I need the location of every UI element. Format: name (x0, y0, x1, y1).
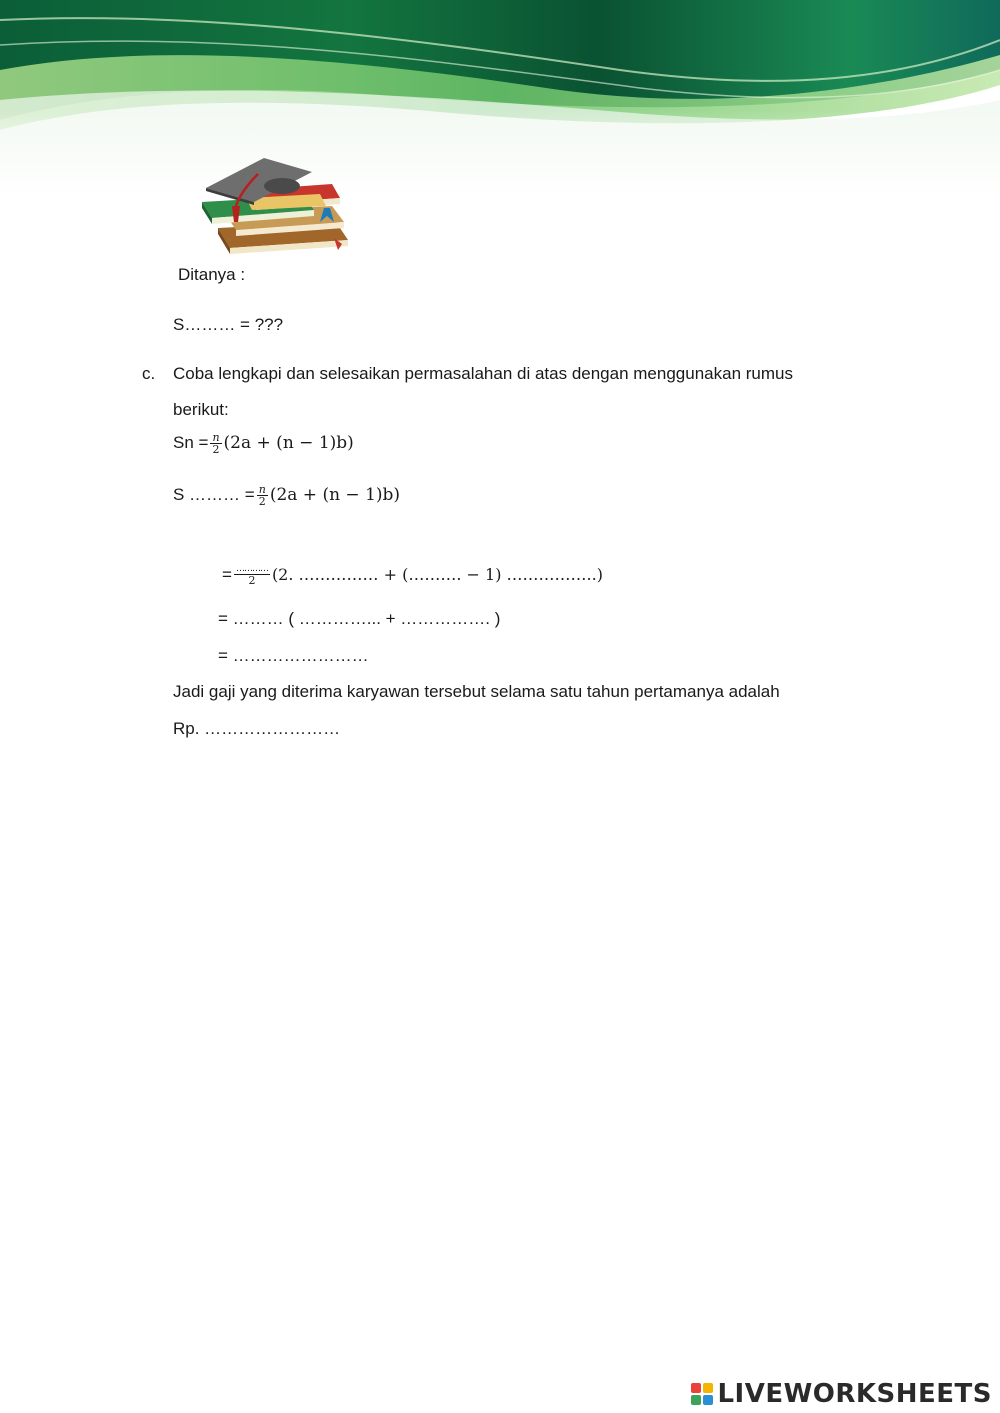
formula-sn-fraction (210, 432, 221, 455)
formula-sn-lhs: Sn = (173, 433, 209, 452)
formula-s-blank-fraction (257, 484, 268, 507)
liveworksheets-logo (691, 1379, 992, 1409)
liveworksheets-brand-text: LIVEWORKSHEETS (717, 1379, 992, 1409)
liveworksheets-logo-icon (691, 1383, 713, 1405)
formula-sn-denominator: 2 (210, 443, 221, 455)
conclusion-answer-blank: Rp. …………………… (173, 719, 341, 738)
item-c-instruction-continued: berikut: (173, 400, 229, 419)
step-1 (222, 564, 603, 586)
formula-sn (173, 432, 354, 455)
books-graduation-cap-icon (196, 150, 358, 260)
step-2: = ……… ( …………... + ……………. ) (218, 609, 501, 628)
step-1-denominator: 2 (234, 574, 270, 586)
step-1-equals: = (222, 565, 232, 584)
formula-s-blank-denominator: 2 (257, 495, 268, 507)
ditanya-value: S……… = ??? (173, 315, 284, 334)
formula-s-blank (173, 484, 400, 507)
step-1-rhs: (2. …………… + (………. − 1) ……………..) (271, 565, 603, 584)
header-banner (0, 0, 1000, 200)
formula-sn-rhs: (2a + (n − 1)b) (223, 433, 354, 453)
formula-s-blank-numerator: n (258, 483, 266, 497)
formula-sn-numerator: n (212, 431, 220, 445)
formula-s-blank-rhs: (2a + (n − 1)b) (269, 485, 401, 505)
conclusion-text: Jadi gaji yang diterima karyawan tersebut selama satu tahun pertamanya adalah (173, 682, 780, 701)
item-c-marker: c. (142, 364, 156, 383)
ditanya-label: Ditanya : (178, 265, 246, 284)
formula-s-blank-lhs: S ……… = (173, 485, 255, 504)
item-c-instruction: Coba lengkapi dan selesaikan permasalahan di atas dengan menggunakan rumus (173, 364, 793, 383)
step-1-fraction (234, 565, 270, 586)
step-3: = …………………… (218, 646, 369, 665)
step-1-numerator-blank: ………… (235, 564, 268, 575)
